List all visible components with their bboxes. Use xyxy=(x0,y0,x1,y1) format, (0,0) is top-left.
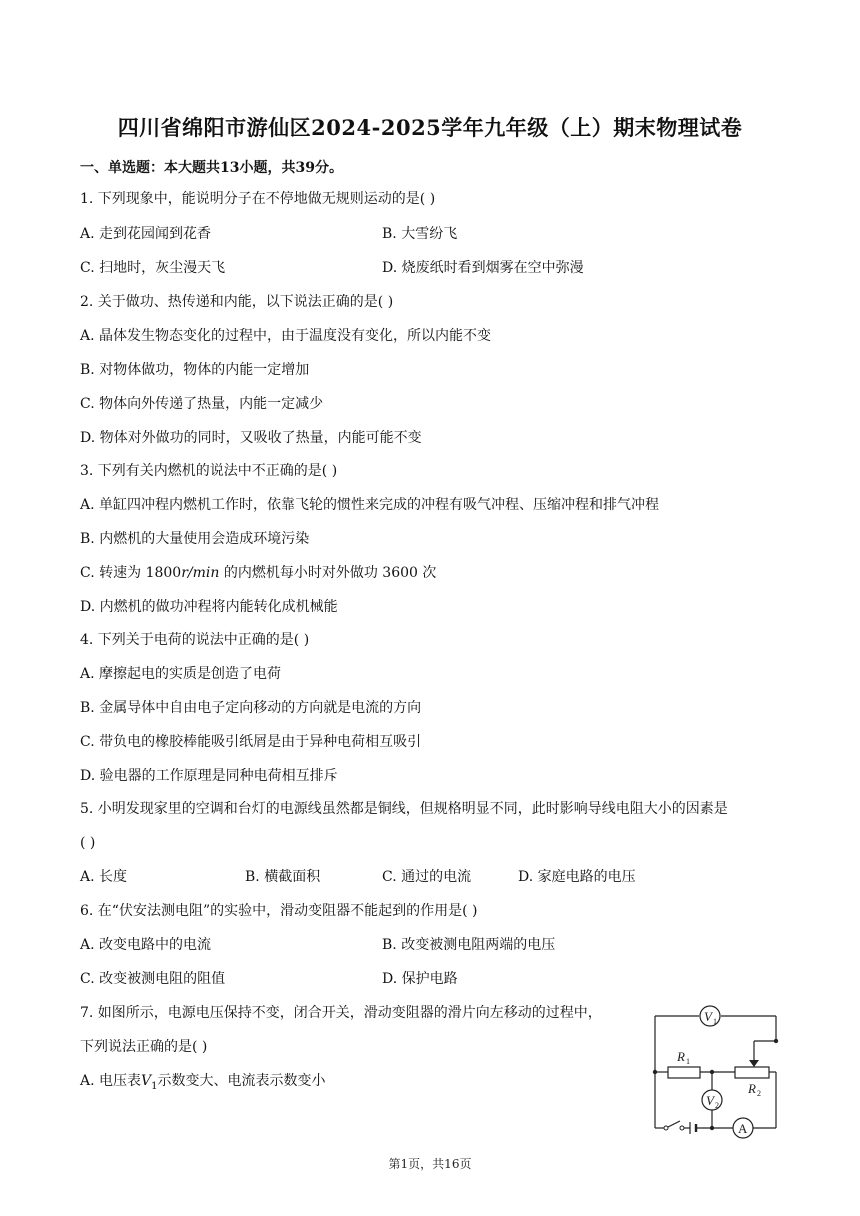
question-2-option-d: D. 物体对外做功的同时，又吸收了热量，内能可能不变 xyxy=(80,430,422,446)
r2-label: R xyxy=(748,1081,756,1096)
question-6-option-b: B. 改变被测电阻两端的电压 xyxy=(382,937,556,953)
ammeter-label: A xyxy=(738,1121,748,1136)
question-6-option-d: D. 保护电路 xyxy=(382,971,458,987)
question-3-option-c xyxy=(80,564,436,582)
r1-label: R xyxy=(677,1049,685,1064)
question-7-stem-continued: 下列说法正确的是( ) xyxy=(80,1039,208,1055)
question-7-stem: 7. 如图所示，电源电压保持不变，闭合开关，滑动变阻器的滑片向左移动的过程中， xyxy=(80,1005,602,1021)
option-a-prefix: A. 电压表 xyxy=(80,1073,142,1089)
question-3-option-b: B. 内燃机的大量使用会造成环境污染 xyxy=(80,531,310,547)
r2-subscript: 2 xyxy=(757,1089,761,1098)
question-5-option-d: D. 家庭电路的电压 xyxy=(518,869,636,885)
question-5-stem-continued: ( ) xyxy=(80,835,96,851)
question-2-option-c: C. 物体向外传递了热量，内能一定减少 xyxy=(80,396,324,412)
question-5-stem: 5. 小明发现家里的空调和台灯的电源线虽然都是铜线，但规格明显不同，此时影响导线电阻大小的因素是 xyxy=(80,801,728,817)
question-1-stem: 1. 下列现象中，能说明分子在不停地做无规则运动的是( ) xyxy=(80,191,436,207)
question-4-stem: 4. 下列关于电荷的说法中正确的是( ) xyxy=(80,632,310,648)
section-heading: 一、单选题：本大题共13小题，共39分。 xyxy=(80,160,343,176)
question-1-option-d: D. 烧废纸时看到烟雾在空中弥漫 xyxy=(382,260,584,276)
voltmeter-subscript: 1 xyxy=(151,1080,158,1092)
question-3-option-d: D. 内燃机的做功冲程将内能转化成机械能 xyxy=(80,599,338,615)
v1-subscript: 1 xyxy=(713,1017,717,1026)
question-6-stem: 6. 在“伏安法测电阻”的实验中，滑动变阻器不能起到的作用是( ) xyxy=(80,903,478,919)
question-2-stem: 2. 关于做功、热传递和内能，以下说法正确的是( ) xyxy=(80,294,394,310)
v1-label: V xyxy=(704,1009,712,1024)
question-1-option-b: B. 大雪纷飞 xyxy=(382,226,458,242)
question-4-option-a: A. 摩擦起电的实质是创造了电荷 xyxy=(80,666,282,682)
question-1-option-c: C. 扫地时，灰尘漫天飞 xyxy=(80,260,226,276)
page-footer: 第1页，共16页 xyxy=(388,1157,472,1171)
question-1-option-a: A. 走到花园闻到花香 xyxy=(80,226,212,242)
v2-label: V xyxy=(706,1093,714,1108)
r1-subscript: 1 xyxy=(686,1057,690,1066)
question-3-option-a: A. 单缸四冲程内燃机工作时，依靠飞轮的惯性来完成的冲程有吸气冲程、压缩冲程和排气冲程 xyxy=(80,497,660,513)
slider-arrow-icon xyxy=(749,1060,759,1067)
page-title: 四川省绵阳市游仙区2024-2025学年九年级（上）期末物理试卷 xyxy=(117,115,743,140)
question-4-option-b: B. 金属导体中自由电子定向移动的方向就是电流的方向 xyxy=(80,700,422,716)
question-6-option-c: C. 改变被测电阻的阻值 xyxy=(80,971,226,987)
question-2-option-a: A. 晶体发生物态变化的过程中，由于温度没有变化，所以内能不变 xyxy=(80,328,492,344)
option-c-prefix: C. 转速为 1800 xyxy=(80,565,182,581)
question-7-option-a xyxy=(80,1072,326,1096)
question-6-option-a: A. 改变电路中的电流 xyxy=(80,937,212,953)
question-5-option-c: C. 通过的电流 xyxy=(382,869,472,885)
voltmeter-symbol: V xyxy=(141,1073,152,1089)
option-a-suffix: 示数变大、电流表示数变小 xyxy=(157,1073,326,1089)
v2-subscript: 2 xyxy=(715,1101,719,1110)
question-5-option-b: B. 横截面积 xyxy=(245,869,321,885)
question-5-option-a: A. 长度 xyxy=(80,869,128,885)
question-4-option-c: C. 带负电的橡胶棒能吸引纸屑是由于异种电荷相互吸引 xyxy=(80,734,422,750)
option-c-unit: r/min xyxy=(181,565,220,581)
circuit-diagram xyxy=(648,1004,784,1140)
option-c-suffix: 的内燃机每小时对外做功 3600 次 xyxy=(219,565,437,581)
question-2-option-b: B. 对物体做功，物体的内能一定增加 xyxy=(80,362,310,378)
question-3-stem: 3. 下列有关内燃机的说法中不正确的是( ) xyxy=(80,463,338,479)
question-4-option-d: D. 验电器的工作原理是同种电荷相互排斥 xyxy=(80,768,338,784)
